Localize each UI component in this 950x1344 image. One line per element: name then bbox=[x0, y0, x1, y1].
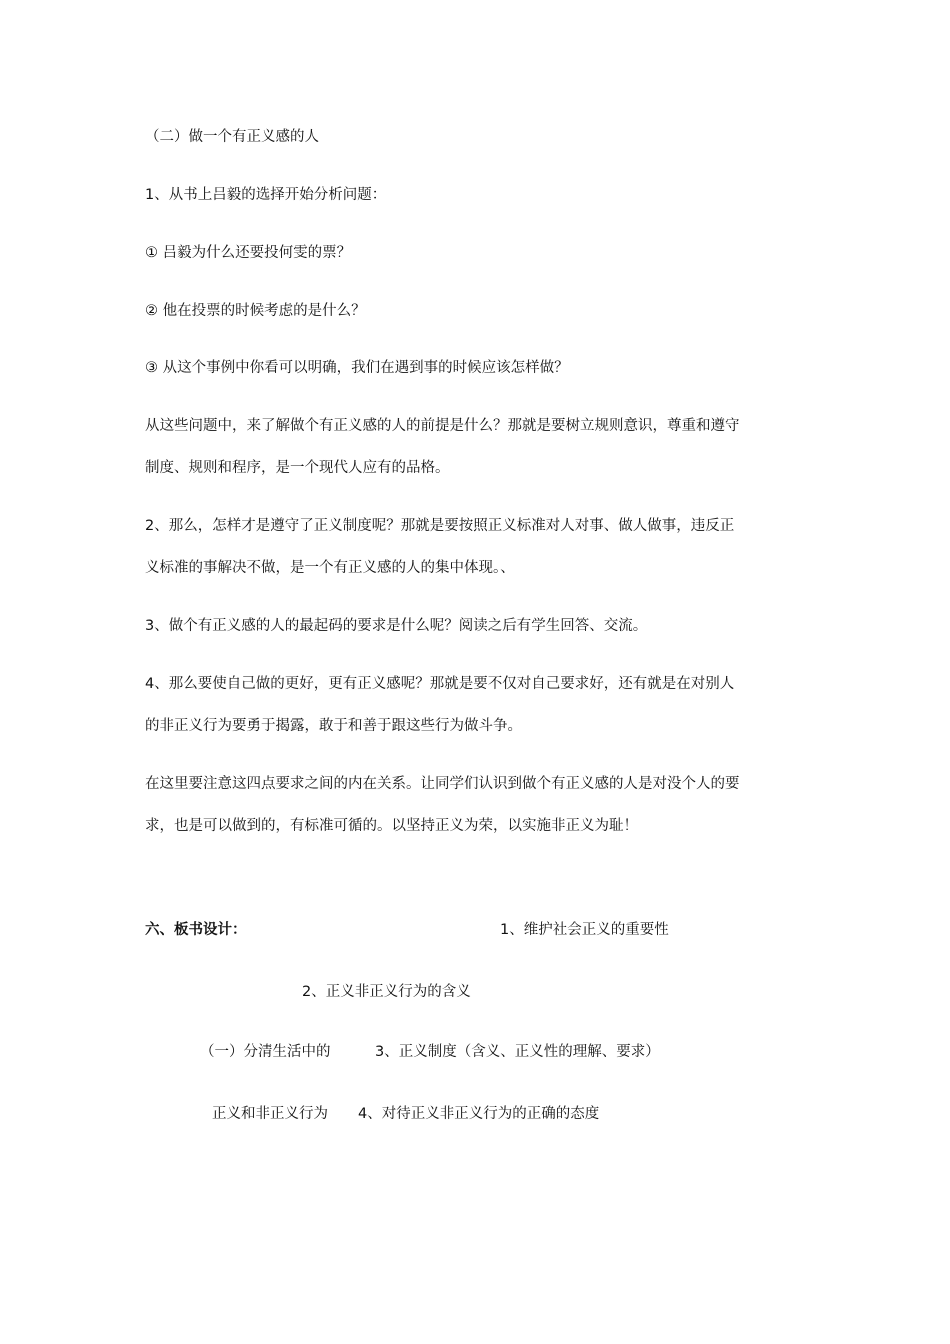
board-point-4: 4、对待正义非正义行为的正确的态度 bbox=[358, 1106, 600, 1122]
board-left-line-2: 正义和非正义行为 bbox=[212, 1106, 328, 1122]
paragraph-2-line-1: 在这里要注意这四点要求之间的内在关系。让同学们认识到做个有正义感的人是对没个人的要 bbox=[145, 776, 740, 792]
paragraph-1-line-2: 制度、规则和程序，是一个现代人应有的品格。 bbox=[145, 460, 450, 476]
board-point-3: 3、正义制度（含义、正义性的理解、要求） bbox=[375, 1044, 660, 1060]
board-title: 六、板书设计： bbox=[145, 922, 247, 938]
item-4-line-1: 4、那么要使自己做的更好，更有正义感呢？那就是要不仅对自己要求好，还有就是在对别人 bbox=[145, 676, 735, 692]
board-point-1: 1、维护社会正义的重要性 bbox=[500, 922, 669, 938]
board-point-2: 2、正义非正义行为的含义 bbox=[302, 984, 471, 1000]
item-3: 3、做个有正义感的人的最起码的要求是什么呢？阅读之后有学生回答、交流。 bbox=[145, 618, 648, 634]
item-1: 1、从书上吕毅的选择开始分析问题： bbox=[145, 187, 387, 203]
question-1: ① 吕毅为什么还要投何雯的票？ bbox=[145, 245, 352, 261]
board-left-line-1: （一）分清生活中的 bbox=[200, 1044, 331, 1060]
item-4-line-2: 的非正义行为要勇于揭露，敢于和善于跟这些行为做斗争。 bbox=[145, 718, 522, 734]
paragraph-2-line-2: 求，也是可以做到的，有标准可循的。以坚持正义为荣，以实施非正义为耻！ bbox=[145, 818, 638, 834]
section-heading: （二）做一个有正义感的人 bbox=[145, 129, 319, 145]
item-2-line-1: 2、那么，怎样才是遵守了正义制度呢？那就是要按照正义标准对人对事、做人做事，违反正 bbox=[145, 518, 735, 534]
paragraph-1-line-1: 从这些问题中，来了解做个有正义感的人的前提是什么？那就是要树立规则意识，尊重和遵守 bbox=[145, 418, 740, 434]
item-2-line-2: 义标准的事解决不做，是一个有正义感的人的集中体现。、 bbox=[145, 560, 515, 576]
question-3: ③ 从这个事例中你看可以明确，我们在遇到事的时候应该怎样做？ bbox=[145, 360, 569, 376]
question-2: ② 他在投票的时候考虑的是什么？ bbox=[145, 303, 366, 319]
